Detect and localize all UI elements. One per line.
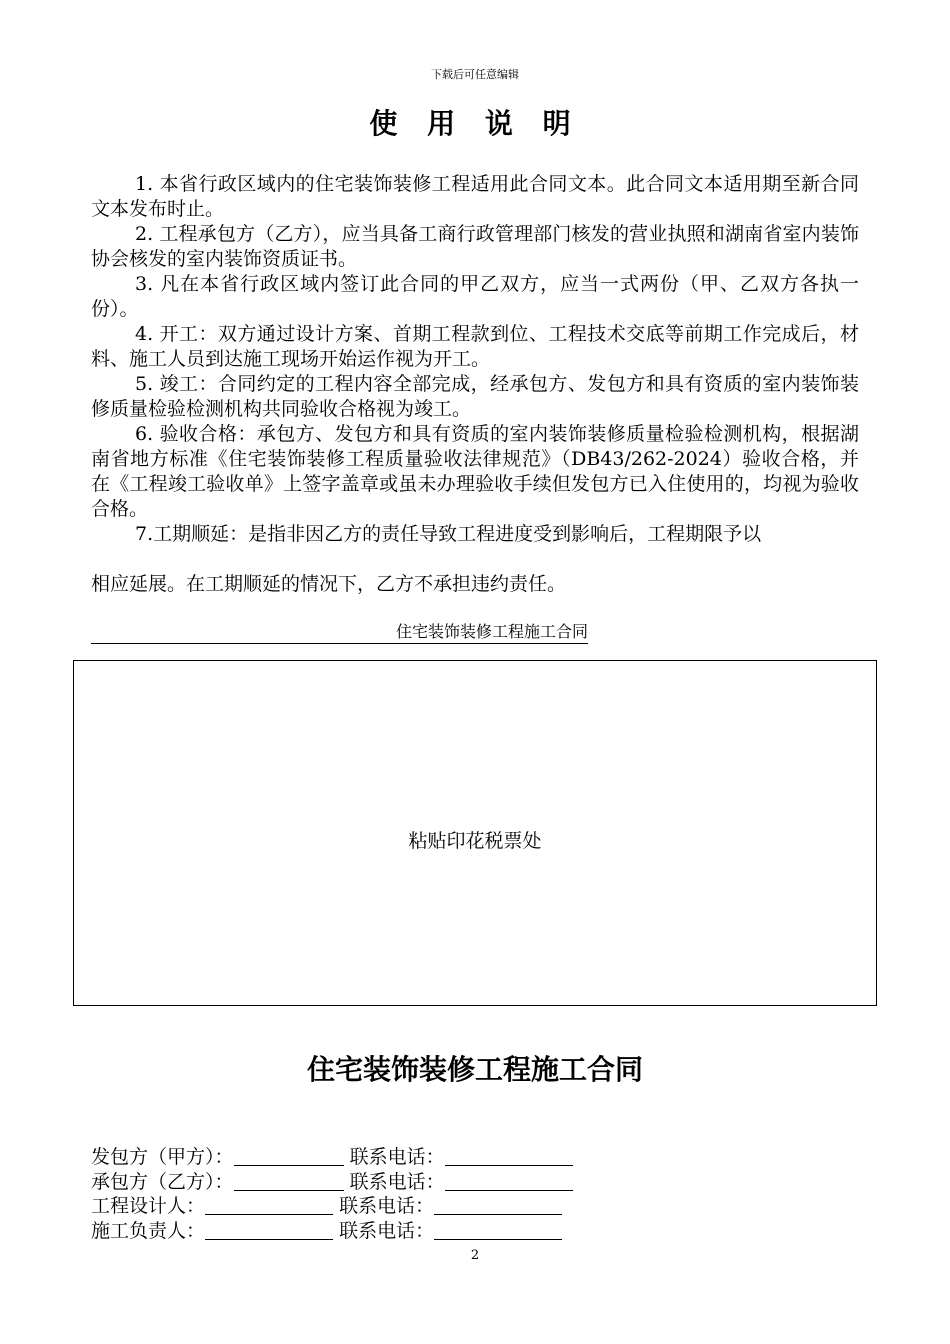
party-row-contractor <box>91 1170 573 1194</box>
party-row-site-manager <box>91 1219 562 1243</box>
contract-name-line: 住宅装饰装修工程施工合同 <box>91 622 588 644</box>
phone-blank[interactable] <box>445 1172 573 1191</box>
item-6: 6. 验收合格：承包方、发包方和具有资质的室内装饰装修质量检验检测机构，根据湖南省地方标准《住宅装饰装修工程质量验收法律规范》（DB43/262-2024）验收合格，并在《工程竣工验收单》上签字盖章或虽未办理验收手续但发包方已入住使用的，均视为验收合格。 <box>91 423 859 520</box>
stamp-area-label: 粘贴印花税票处 <box>408 830 542 852</box>
item-7: 7.工期顺延：是指非因乙方的责任导致工程进度受到影响后，工程期限予以 <box>135 523 762 545</box>
party-label: 工程设计人： <box>91 1195 206 1217</box>
party-label: 施工负责人： <box>91 1220 206 1242</box>
phone-label: 联系电话： <box>349 1146 445 1168</box>
item-4: 4. 开工：双方通过设计方案、首期工程款到位、工程技术交底等前期工作完成后，材料、施工人员到达施工现场开始运作视为开工。 <box>91 323 859 370</box>
party-row-employer <box>91 1145 573 1169</box>
name-blank[interactable] <box>205 1221 333 1240</box>
item-7-continued: 相应延展。在工期顺延的情况下，乙方不承担违约责任。 <box>91 573 567 595</box>
phone-label: 联系电话： <box>339 1220 435 1242</box>
name-blank[interactable] <box>205 1196 333 1215</box>
item-5: 5. 竣工：合同约定的工程内容全部完成，经承包方、发包方和具有资质的室内装饰装修质量检验检测机构共同验收合格视为竣工。 <box>91 373 859 420</box>
phone-blank[interactable] <box>434 1221 562 1240</box>
phone-blank[interactable] <box>445 1147 573 1166</box>
name-blank[interactable] <box>234 1172 344 1191</box>
header-note: 下载后可任意编辑 <box>431 68 519 81</box>
party-label: 承包方（乙方）： <box>91 1171 234 1193</box>
party-row-designer <box>91 1194 562 1218</box>
contract-title: 住宅装饰装修工程施工合同 <box>306 1053 643 1086</box>
phone-blank[interactable] <box>434 1196 562 1215</box>
page-number: 2 <box>470 1248 480 1263</box>
phone-label: 联系电话： <box>339 1195 435 1217</box>
name-blank[interactable] <box>234 1147 344 1166</box>
phone-label: 联系电话： <box>349 1171 445 1193</box>
page-title: 使 用 说 明 <box>369 107 581 140</box>
item-1: 1. 本省行政区域内的住宅装饰装修工程适用此合同文本。此合同文本适用期至新合同文本发布时止。 <box>91 173 859 220</box>
item-3: 3. 凡在本省行政区域内签订此合同的甲乙双方，应当一式两份（甲、乙双方各执一份）。 <box>91 273 859 320</box>
item-2: 2. 工程承包方（乙方），应当具备工商行政管理部门核发的营业执照和湖南省室内装饰协会核发的室内装饰资质证书。 <box>91 223 859 270</box>
party-label: 发包方（甲方）： <box>91 1146 234 1168</box>
